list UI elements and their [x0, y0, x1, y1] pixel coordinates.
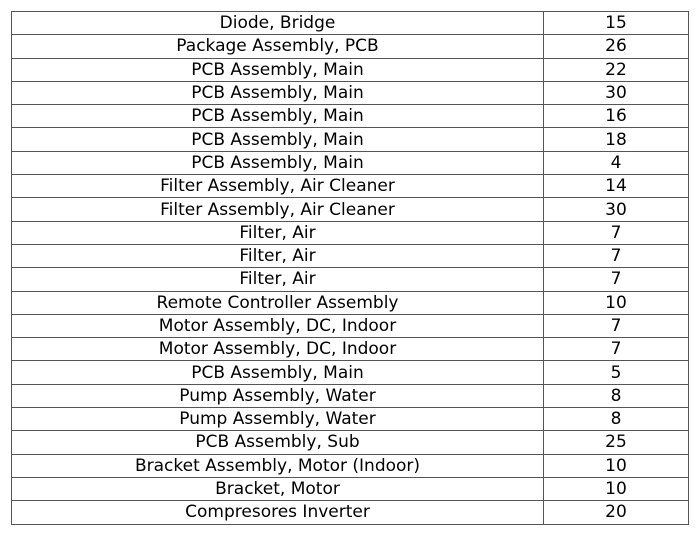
part-name-cell: PCB Assembly, Main [12, 361, 544, 384]
quantity-cell: 26 [544, 35, 689, 58]
part-name-cell: Pump Assembly, Water [12, 408, 544, 431]
quantity-cell: 7 [544, 244, 689, 267]
part-name-cell: Motor Assembly, DC, Indoor [12, 338, 544, 361]
part-name-cell: Filter Assembly, Air Cleaner [12, 198, 544, 221]
quantity-cell: 7 [544, 314, 689, 337]
table-row [12, 128, 689, 151]
table-row [12, 175, 689, 198]
part-name-cell: PCB Assembly, Main [12, 58, 544, 81]
quantity-cell: 4 [544, 151, 689, 174]
part-name-cell: PCB Assembly, Main [12, 81, 544, 104]
part-name-cell: Motor Assembly, DC, Indoor [12, 314, 544, 337]
quantity-cell: 22 [544, 58, 689, 81]
table-row [12, 477, 689, 500]
parts-table [11, 11, 689, 525]
table-row [12, 431, 689, 454]
quantity-cell: 18 [544, 128, 689, 151]
quantity-cell: 10 [544, 454, 689, 477]
table-row [12, 198, 689, 221]
table-row [12, 408, 689, 431]
table-row [12, 384, 689, 407]
part-name-cell: Filter, Air [12, 268, 544, 291]
quantity-cell: 8 [544, 408, 689, 431]
part-name-cell: Compresores Inverter [12, 501, 544, 524]
quantity-cell: 16 [544, 105, 689, 128]
part-name-cell: Filter, Air [12, 244, 544, 267]
table-row [12, 361, 689, 384]
quantity-cell: 7 [544, 221, 689, 244]
quantity-cell: 30 [544, 198, 689, 221]
part-name-cell: Filter, Air [12, 221, 544, 244]
table-row [12, 105, 689, 128]
table-row [12, 221, 689, 244]
table-row [12, 58, 689, 81]
table-row [12, 291, 689, 314]
table-row [12, 244, 689, 267]
part-name-cell: Bracket Assembly, Motor (Indoor) [12, 454, 544, 477]
quantity-cell: 10 [544, 291, 689, 314]
parts-table-body [12, 12, 689, 525]
quantity-cell: 7 [544, 338, 689, 361]
table-row [12, 268, 689, 291]
quantity-cell: 30 [544, 81, 689, 104]
part-name-cell: Diode, Bridge [12, 12, 544, 35]
quantity-cell: 14 [544, 175, 689, 198]
quantity-cell: 15 [544, 12, 689, 35]
quantity-cell: 7 [544, 268, 689, 291]
quantity-cell: 5 [544, 361, 689, 384]
part-name-cell: Bracket, Motor [12, 477, 544, 500]
part-name-cell: PCB Assembly, Main [12, 151, 544, 174]
table-row [12, 81, 689, 104]
table-row [12, 501, 689, 524]
part-name-cell: Remote Controller Assembly [12, 291, 544, 314]
quantity-cell: 20 [544, 501, 689, 524]
part-name-cell: PCB Assembly, Main [12, 105, 544, 128]
quantity-cell: 10 [544, 477, 689, 500]
part-name-cell: Package Assembly, PCB [12, 35, 544, 58]
table-row [12, 12, 689, 35]
quantity-cell: 25 [544, 431, 689, 454]
table-row [12, 35, 689, 58]
part-name-cell: Pump Assembly, Water [12, 384, 544, 407]
quantity-cell: 8 [544, 384, 689, 407]
table-row [12, 151, 689, 174]
table-row [12, 314, 689, 337]
part-name-cell: PCB Assembly, Main [12, 128, 544, 151]
table-row [12, 454, 689, 477]
table-row [12, 338, 689, 361]
part-name-cell: PCB Assembly, Sub [12, 431, 544, 454]
part-name-cell: Filter Assembly, Air Cleaner [12, 175, 544, 198]
